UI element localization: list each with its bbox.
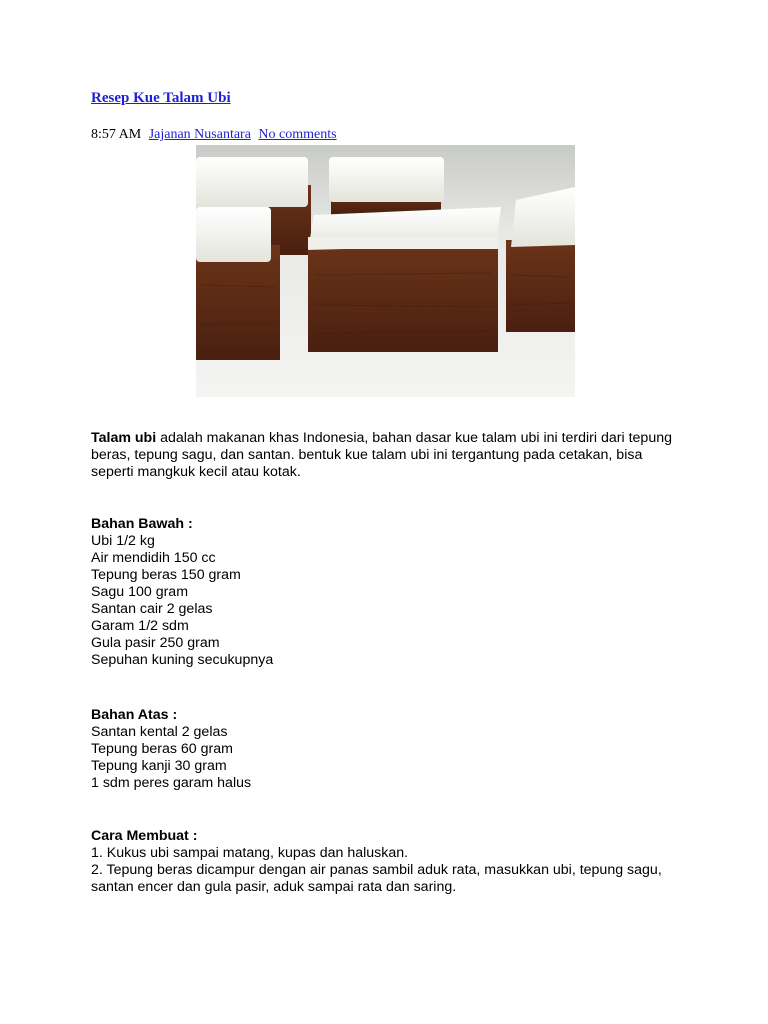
post-time: 8:57 AM [91, 127, 142, 142]
list-item: Air mendidih 150 cc [91, 550, 216, 566]
bahan-atas-section [91, 707, 681, 792]
list-item: Tepung beras 60 gram [91, 741, 233, 757]
intro-paragraph [91, 430, 681, 481]
step-item: 1. Kukus ubi sampai matang, kupas dan haluskan. [91, 845, 409, 861]
list-item: Sagu 100 gram [91, 584, 189, 600]
post-title-link[interactable]: Resep Kue Talam Ubi [91, 90, 231, 106]
list-item: 1 sdm peres garam halus [91, 775, 252, 791]
intro-text: adalah makanan khas Indonesia, bahan dasar kue talam ubi ini terdiri dari tepung beras, tepung sagu, dan santan. bentuk kue talam ubi ini tergantung pada cetakan, bisa seperti mangkuk kecil atau kotak. [91, 430, 672, 480]
list-item: Santan kental 2 gelas [91, 724, 228, 740]
cara-heading: Cara Membuat : [91, 828, 198, 844]
list-item: Ubi 1/2 kg [91, 533, 155, 549]
list-item: Garam 1/2 sdm [91, 618, 189, 634]
intro-bold: Talam ubi [91, 430, 157, 446]
author-link[interactable]: Jajanan Nusantara [148, 127, 251, 142]
bahan-bawah-heading: Bahan Bawah : [91, 516, 193, 532]
bahan-atas-heading: Bahan Atas : [91, 707, 178, 723]
list-item: Gula pasir 250 gram [91, 635, 220, 651]
list-item: Tepung kanji 30 gram [91, 758, 227, 774]
bahan-bawah-section [91, 516, 681, 669]
list-item: Tepung beras 150 gram [91, 567, 241, 583]
step-item: 2. Tepung beras dicampur dengan air panas sambil aduk rata, masukkan ubi, tepung sagu, santan encer dan gula pasir, aduk sampai rata dan saring. [91, 862, 662, 895]
list-item: Sepuhan kuning secukupnya [91, 652, 274, 668]
comments-link[interactable]: No comments [258, 127, 337, 142]
list-item: Santan cair 2 gelas [91, 601, 213, 617]
cara-membuat-section [91, 828, 681, 896]
kue-talam-photo [196, 145, 575, 397]
post-meta [91, 127, 337, 143]
